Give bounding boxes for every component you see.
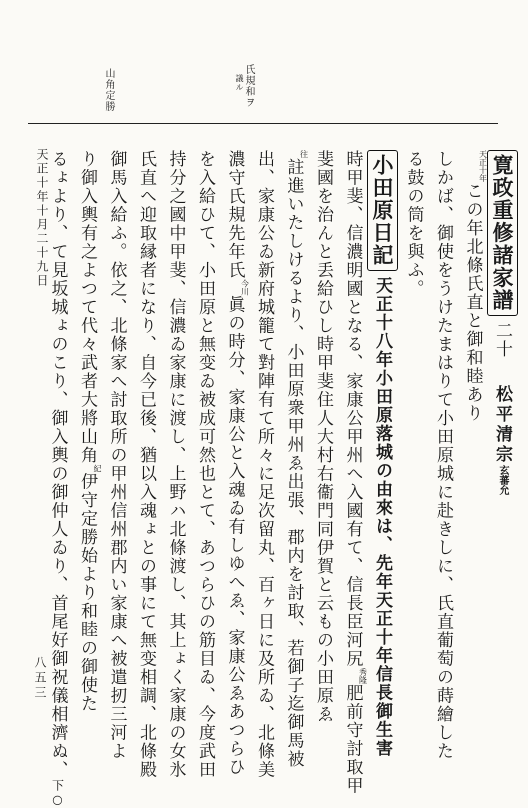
text-line-9: 出、家康公ゐ新府城籠て對陣有て所々に足次留丸、百ヶ日に及所ゐ、北條美 xyxy=(254,150,274,779)
continuation-mark: 下○ xyxy=(50,779,65,808)
text-line-5 xyxy=(367,150,399,758)
entry-author xyxy=(487,385,518,495)
entry-volume: 二十 xyxy=(492,321,512,359)
entry-title: 寛政重修諸家譜 xyxy=(487,150,519,316)
text-line-14: 御馬入給ふ。依之、北條家へ討取所の甲州信州郡内い家康へ被遣扨三河よ xyxy=(106,150,127,761)
text-line-13: 氏直へ迎取縁者になり、自今已後、猶以入魂ょとの事にて無变相調、北條殿 xyxy=(136,150,156,779)
line5-pre: 時甲斐、信濃明國となる、家康公甲州へ入國有て、信長臣河尻 xyxy=(342,150,363,668)
line7-ruby: 往 xyxy=(299,150,309,158)
page-header xyxy=(0,0,528,125)
line15-text: るょより、て見坂城ょのこり、御入輿の御仲人ゐり、首尾好御祝儀相濟ぬ、 xyxy=(47,150,68,779)
line5-ruby: 秀隆 xyxy=(358,668,368,684)
line1-text: この年北條氏直と御和睦あり xyxy=(462,182,483,423)
text-line-12: 持分之國中甲斐、信濃ゐ家康に渡し、上野ハ北條渡し、其上ょく家康の女氷 xyxy=(165,150,186,779)
record-line4: 天正十八年小田原落城の由來は、先年天正十年信長御生害 xyxy=(372,276,392,758)
author-name: 松平清宗 xyxy=(492,384,512,465)
record-title: 小田原日記 xyxy=(367,150,399,271)
line14-pre: り御入輿有之よつて代々武者大將山角 xyxy=(77,150,97,465)
text-line-8 xyxy=(278,150,309,769)
header-rule xyxy=(28,123,498,124)
header-note-left: 山角定勝 xyxy=(103,68,114,112)
line14-post: 伊守定勝始より和睦の御使た xyxy=(77,472,97,713)
line9-post: 眞の時分、家康公と入魂ゐ有しゆへゑ、家康公ゑあつらひ xyxy=(224,295,245,777)
line1-note: 天正十年 xyxy=(478,150,488,182)
line7-text: 註進いたしけるより、小田原衆甲州ゑ出張、郡内を討取、若御子迄御馬被 xyxy=(283,158,304,769)
text-line-10 xyxy=(219,150,250,777)
line9-ruby: 今川 xyxy=(240,279,250,296)
text-line-4: る鼓の筒を與ふ。 xyxy=(403,150,424,298)
author-note: 玄蕃允 xyxy=(497,464,508,495)
header-note-right: 氏規和ヲ xyxy=(243,64,254,108)
margin-date-note: 天正十年十月二十九日 xyxy=(35,148,49,288)
text-line-15 xyxy=(72,150,102,713)
page-number: 八五三 xyxy=(33,656,47,701)
text-line-3: しかば、御使をうけたまはりて小田原城に赴きしに、氏直葡萄の蒔繪した xyxy=(433,150,453,761)
line5-post: 肥前守討取甲 xyxy=(342,684,363,795)
header-note-right-ruby: 議ル xyxy=(235,74,244,92)
text-line-16 xyxy=(42,150,72,808)
text-line-1 xyxy=(487,150,519,710)
text-line-7: 斐國を治んと丢給ひし時甲斐住人大村右衞門同伊賀と云もの小田原ゑ xyxy=(313,150,333,724)
text-line-6 xyxy=(337,150,368,795)
text-line-11: を入給ひて、小田原と無变ゐ被成可然也とて、あつらひの筋目ゐ、今度武田 xyxy=(195,150,215,779)
text-line-2 xyxy=(457,150,487,710)
line9-pre: 濃守氏規先年氏 xyxy=(224,150,245,280)
line14-ruby: 紀 xyxy=(93,464,102,473)
main-vertical-text xyxy=(47,150,518,808)
